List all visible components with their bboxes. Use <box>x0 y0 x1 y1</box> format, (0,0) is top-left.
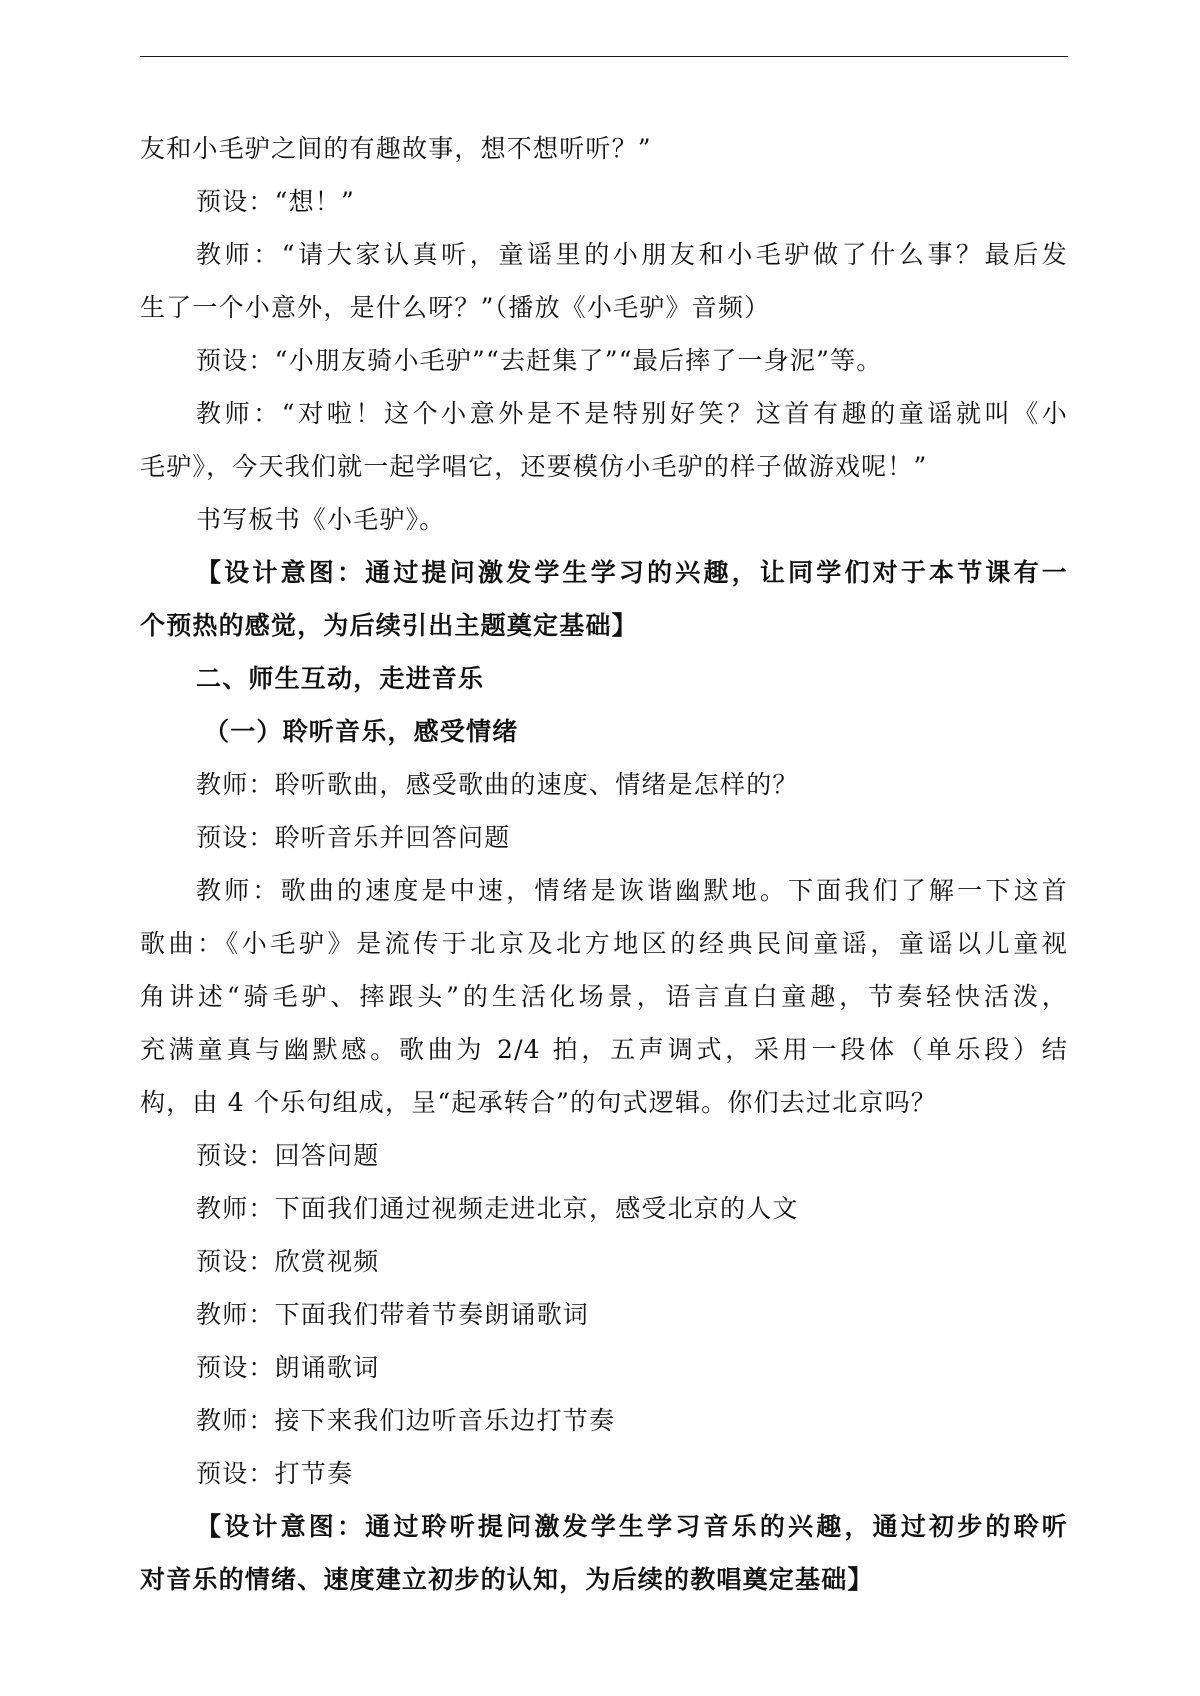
paragraph-line: 预设：“想！” <box>196 187 355 216</box>
section-heading: 二、师生互动，走进音乐 <box>196 664 485 693</box>
design-intent-line: 个预热的感觉，为后续引出主题奠定基础】 <box>140 611 638 640</box>
paragraph-line: 角讲述“骑毛驴、摔跟头”的生活化场景，语言直白童趣，节奏轻快活泼， <box>140 982 1068 1011</box>
design-intent-line: 【设计意图：通过提问激发学生学习的兴趣，让同学们对于本节课有一 <box>196 558 1068 587</box>
paragraph-line: 歌曲：《小毛驴》是流传于北京及北方地区的经典民间童谣，童谣以儿童视 <box>140 929 1068 958</box>
paragraph-line: 预设：打节奏 <box>196 1459 354 1488</box>
paragraph-line: 教师：“对啦！这个小意外是不是特别好笑？这首有趣的童谣就叫《小 <box>196 399 1068 428</box>
paragraph-line: 教师：“请大家认真听，童谣里的小朋友和小毛驴做了什么事？最后发 <box>196 240 1068 269</box>
paragraph-line: 教师：下面我们带着节奏朗诵歌词 <box>196 1300 590 1329</box>
paragraph-line: 生了一个小意外，是什么呀？”（播放《小毛驴》音频） <box>140 293 771 322</box>
header-rule <box>140 56 1068 57</box>
subsection-heading: （一）聆听音乐，感受情绪 <box>204 717 519 746</box>
paragraph-line: 充满童真与幽默感。歌曲为 2/4 拍，五声调式，采用一段体（单乐段）结 <box>140 1035 1068 1064</box>
document-body <box>140 122 1068 1606</box>
paragraph-line: 教师：接下来我们边听音乐边打节奏 <box>196 1406 616 1435</box>
paragraph-line: 书写板书《小毛驴》。 <box>196 505 446 534</box>
paragraph-line: 预设：回答问题 <box>196 1141 380 1170</box>
paragraph-line: 友和小毛驴之间的有趣故事，想不想听听？” <box>140 134 652 163</box>
paragraph-line: 教师：聆听歌曲，感受歌曲的速度、情绪是怎样的？ <box>196 770 799 799</box>
paragraph-line: 预设：欣赏视频 <box>196 1247 380 1276</box>
paragraph-line: 预设：“小朋友骑小毛驴”“去赶集了”“最后摔了一身泥”等。 <box>196 346 883 375</box>
paragraph-line: 教师：歌曲的速度是中速，情绪是诙谐幽默地。下面我们了解一下这首 <box>196 876 1068 905</box>
paragraph-line: 预设：聆听音乐并回答问题 <box>196 823 511 852</box>
design-intent-line: 【设计意图：通过聆听提问激发学生学习音乐的兴趣，通过初步的聆听 <box>196 1512 1068 1541</box>
paragraph-line: 预设：朗诵歌词 <box>196 1353 380 1382</box>
paragraph-line: 毛驴》，今天我们就一起学唱它，还要模仿小毛驴的样子做游戏呢！” <box>140 452 928 481</box>
paragraph-line: 教师：下面我们通过视频走进北京，感受北京的人文 <box>196 1194 799 1223</box>
design-intent-line: 对音乐的情绪、速度建立初步的认知，为后续的教唱奠定基础】 <box>140 1565 874 1594</box>
paragraph-line: 构，由 4 个乐句组成，呈“起承转合”的句式逻辑。你们去过北京吗？ <box>140 1088 937 1117</box>
